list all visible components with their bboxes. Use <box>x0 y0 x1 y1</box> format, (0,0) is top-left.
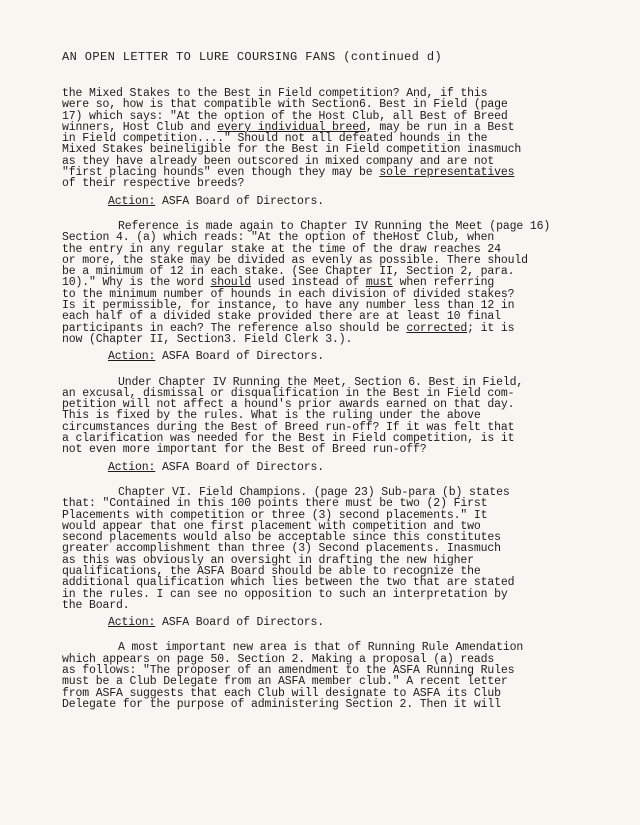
text-line: would appear that one first placement with competition and two <box>62 519 481 533</box>
text-line: petition will not affect a hound's prior awards earned on that day. <box>62 398 515 412</box>
letter-body <box>62 88 592 710</box>
underlined-text: should <box>210 276 252 290</box>
underlined-text: every individual breed <box>217 120 366 134</box>
text-line: A most important new area is that of Running Rule Amendation <box>118 641 524 655</box>
action-target: ASFA Board of Directors. <box>162 460 325 474</box>
text-line: the Board. <box>62 598 130 612</box>
action-label: Action: <box>108 460 156 474</box>
paragraph-best-in-field <box>62 377 592 456</box>
action-target: ASFA Board of Directors. <box>162 616 325 630</box>
action-line <box>62 617 592 628</box>
action-label: Action: <box>108 616 156 630</box>
action-target: ASFA Board of Directors. <box>162 194 325 208</box>
action-label: Action: <box>108 350 156 364</box>
letter-title: AN OPEN LETTER TO LURE COURSING FANS (continued d) <box>62 50 443 64</box>
text-line: the entry in any regular stake at the time of the draw reaches 24 <box>62 242 501 256</box>
text-line: not even more important for the Best of Breed run-off? <box>62 443 427 457</box>
paragraph-running-the-meet <box>62 221 592 345</box>
text-fragment: 10)." Why is the word <box>62 276 211 290</box>
text-line: a clarification was needed for the Best in Field competition, is it <box>62 432 515 446</box>
text-line: of their respective breeds? <box>62 177 245 191</box>
text-fragment: , may be run in a Best <box>365 120 515 134</box>
text-line: were so, how is that compatible with Section6. Best in Field (page <box>62 98 508 112</box>
underlined-text: sole representatives <box>379 166 515 180</box>
text-line: Is it permissible, for instance, to have any number less than 12 in <box>62 299 515 313</box>
text-line: This is fixed by the rules. What is the ruling under the above <box>62 409 481 423</box>
text-line: which appears on page 50. Section 2. Making a proposal (a) reads <box>62 652 495 666</box>
text-line: an excusal, dismissal or disqualification in the Best in Field com- <box>62 386 515 400</box>
text-fragment: winners, Host Club and <box>62 120 218 134</box>
text-fragment: used instead of <box>251 276 366 290</box>
text-line: qualifications, the ASFA Board should be able to recognize the <box>62 564 481 578</box>
text-line: as they have already been outscored in mixed company and are not <box>62 154 495 168</box>
text-line: from ASFA suggests that each Club will designate to ASFA its Club <box>62 686 501 700</box>
text-line: in Field competition...." Should not all defeated hounds in the <box>62 132 488 146</box>
action-line <box>62 462 592 473</box>
action-line <box>62 351 592 362</box>
text-line: that: "Contained in this 100 points there must be two (2) First <box>62 497 488 511</box>
text-line: now (Chapter II, Section3. Field Clerk 3.). <box>62 332 353 346</box>
underlined-text: corrected <box>406 321 468 335</box>
paragraph-rule-amendation <box>62 642 592 710</box>
action-target: ASFA Board of Directors. <box>162 350 325 364</box>
text-line: Mixed Stakes beineligible for the Best in Field competition inasmuch <box>62 143 522 157</box>
paragraph-mixed-stakes <box>62 88 592 190</box>
text-line: or more, the stake may be divided as evenly as possible. There should <box>62 253 528 267</box>
text-fragment: "first placing hounds" even though they may be <box>62 166 380 180</box>
text-line: circumstances during the Best of Breed run-off? If it was felt that <box>62 420 515 434</box>
underlined-text: must <box>365 276 393 290</box>
text-line: second placements would also be acceptable since this constitutes <box>62 531 501 545</box>
action-line <box>62 196 592 207</box>
text-line: as this was obviously an oversight in drafting the new higher <box>62 553 474 567</box>
text-line: must be a Club Delegate from an ASFA member club." A recent letter <box>62 675 508 689</box>
text-line: Reference is made again to Chapter IV Running the Meet (page 16) <box>118 219 551 233</box>
text-line: to the minimum number of hounds in each division of divided stakes? <box>62 287 515 301</box>
text-line: Section 4. (a) which reads: "At the option of theHost Club, when <box>62 231 495 245</box>
text-line: 17) which says: "At the option of the Host Club, all Best of Breed <box>62 109 508 123</box>
text-line: Chapter VI. Field Champions. (page 23) Sub-para (b) states <box>118 485 510 499</box>
text-line: the Mixed Stakes to the Best in Field competition? And, if this <box>62 87 488 100</box>
text-line: Placements with competition or three (3) second placements." It <box>62 508 488 522</box>
text-line: in the rules. I can see no opposition to such an interpretation by <box>62 587 508 601</box>
action-label: Action: <box>108 194 156 208</box>
text-line: Under Chapter IV Running the Meet, Section 6. Best in Field, <box>118 375 524 389</box>
text-fragment: ; it is <box>467 321 515 335</box>
text-line: Delegate for the purpose of administering Section 2. Then it will <box>62 697 501 711</box>
paragraph-field-champions <box>62 487 592 611</box>
text-fragment: when referring <box>392 276 495 290</box>
text-fragment: participants in each? The reference also should be <box>62 321 407 335</box>
text-line: as follows: "The proposer of an amendment to the ASFA Running Rules <box>62 664 515 678</box>
text-line: additional qualification which lies between the two that are stated <box>62 576 515 590</box>
text-line: be a minimum of 12 in each stake. (See Chapter II, Section 2, para. <box>62 265 515 279</box>
text-line: each half of a divided stake provided there are at least 10 final <box>62 310 501 324</box>
text-line: greater accomplishment than three (3) Second placements. Inasmuch <box>62 542 501 556</box>
